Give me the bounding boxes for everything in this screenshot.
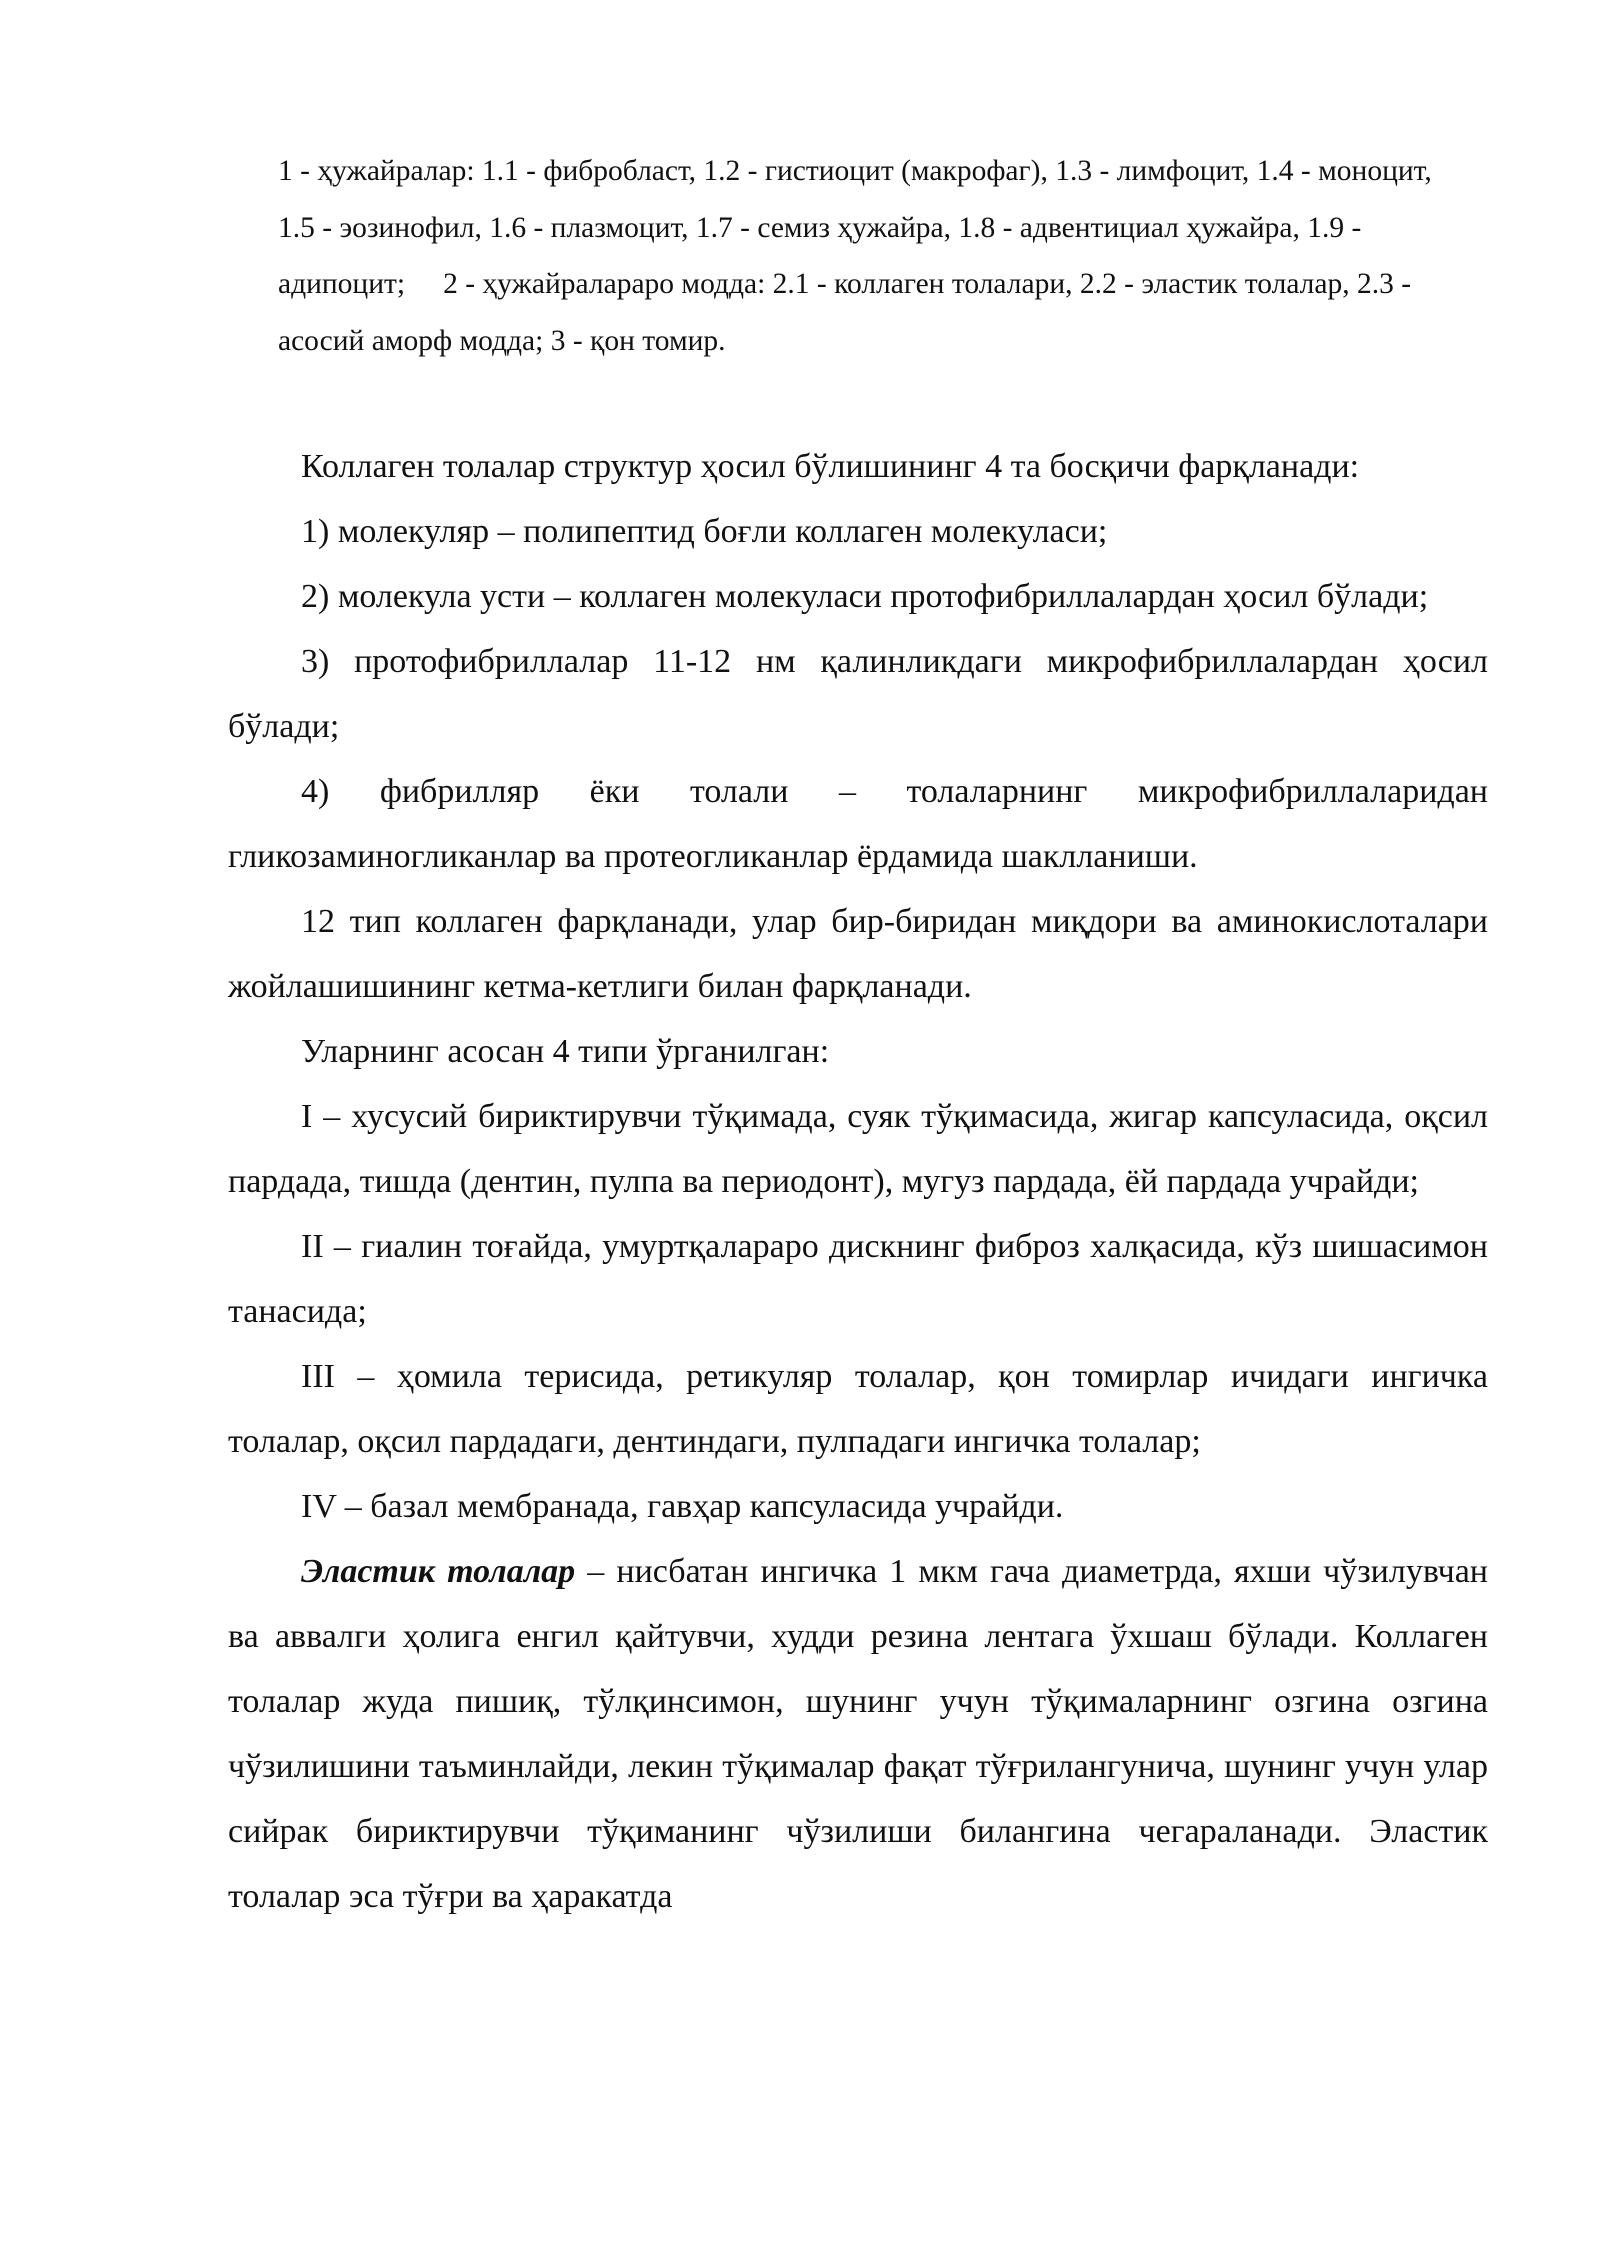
paragraph-stage-3: 3) протофибриллалар 11-12 нм қалинликдаги микрофибриллалардан ҳосил бўлади; [228, 643, 1488, 745]
caption-cells-legend: 1 - ҳужайралар: 1.1 - фибробласт, 1.2 - гистиоцит (макрофаг), 1.3 - лимфоцит, 1.4 - моноцит, 1.5 - эозинофил, 1.6 - плазмоцит, 1.7 - семиз ҳужайра, 1.8 - адвентициал ҳужайра, 1.9 - адипоцит; [278, 155, 1432, 300]
paragraph-main-types: Уларнинг асосан 4 типи ўрганилган: [301, 1033, 830, 1070]
paragraph-collagen-types: 12 тип коллаген фарқланади, улар бир-биридан миқдори ва аминокислоталари жойлашишининг кетма-кетлиги билан фарқланади. [228, 903, 1488, 1005]
figure-caption [278, 143, 1438, 369]
paragraph-stage-2: 2) молекула усти – коллаген молекуласи протофибриллалардан ҳосил бўлади; [301, 578, 1429, 615]
paragraph-type-1: I – хусусий бириктирувчи тўқимада, суяк тўқимасида, жигар капсуласида, оқсил пардада, тишда (дентин, пулпа ва периодонт), мугуз пардада, ёй пардада учрайди; [228, 1098, 1488, 1200]
paragraph-stage-1: 1) молекуляр – полипептид боғли коллаген молекуласи; [301, 513, 1108, 550]
paragraph-elastic-fibers [228, 1539, 1488, 1929]
elastic-fibers-term: Эластик толалар [301, 1553, 576, 1590]
paragraph-collagen-stages: Коллаген толалар структур ҳосил бўлишининг 4 та босқичи фарқланади: [301, 448, 1360, 485]
paragraph-type-4: IV – базал мембранада, гавҳар капсуласида учрайди. [301, 1488, 1064, 1525]
caption-matrix-legend: 2 - ҳужайралараро модда: 2.1 - коллаген толалари, 2.2 - эластик толалар, 2.3 - асосий аморф модда; 3 - қон томир. [278, 268, 1412, 357]
paragraph-type-3: III – ҳомила терисида, ретикуляр толалар, қон томирлар ичидаги ингичка толалар, оқсил пардадаги, дентиндаги, пулпадаги ингичка толалар; [228, 1358, 1488, 1460]
paragraph-type-2: II – гиалин тоғайда, умуртқалараро дискнинг фиброз халқасида, кўз шишасимон танасида; [228, 1228, 1488, 1330]
body-text [228, 434, 1488, 1929]
elastic-fibers-text: – нисбатан ингичка 1 мкм гача диаметрда, яхши чўзилувчан ва аввалги ҳолига енгил қайтувчи, худди резина лентага ўхшаш бўлади. Коллаген толалар жуда пишиқ, тўлқинсимон, шунинг учун тўқималарнинг озгина озгина чўзилишини таъминлайди, лекин тўқималар фақат тўғрилангунича, шунинг учун улар сийрак бириктирувчи тўқиманинг чўзилиши билангина чегараланади. Эластик толалар эса тўғри ва ҳаракатда [228, 1553, 1488, 1915]
paragraph-stage-4: 4) фибрилляр ёки толали – толаларнинг микрофибриллаларидан гликозаминогликанлар ва протеогликанлар ёрдамида шаклланиши. [228, 773, 1488, 875]
